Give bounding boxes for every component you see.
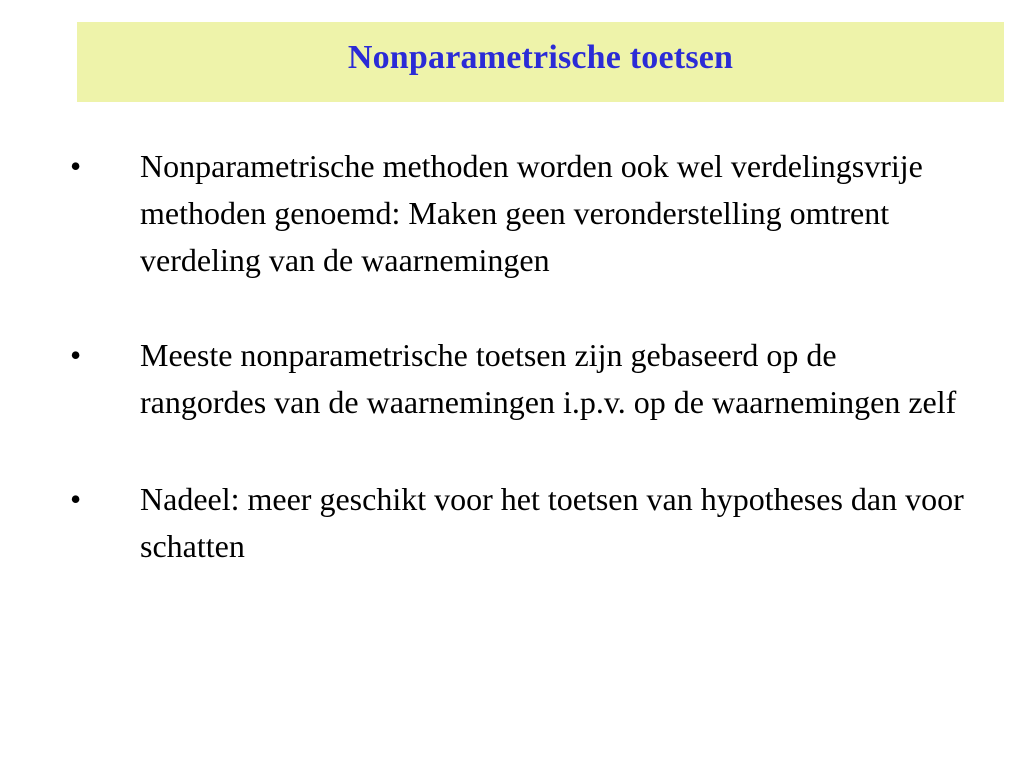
bullet-list bbox=[70, 143, 970, 618]
title-band bbox=[77, 22, 1004, 102]
bullet-marker: • bbox=[70, 481, 82, 517]
bullet-item bbox=[70, 143, 970, 284]
slide-title: Nonparametrische toetsen bbox=[347, 39, 734, 76]
bullet-text: Nadeel: meer geschikt voor het toetsen van hypotheses dan voor schatten bbox=[140, 481, 964, 564]
bullet-marker: • bbox=[70, 148, 82, 184]
bullet-item bbox=[70, 332, 970, 426]
bullet-text: Meeste nonparametrische toetsen zijn gebaseerd op de rangordes van de waarnemingen i.p.v. op de waarnemingen zelf bbox=[140, 337, 957, 420]
bullet-item bbox=[70, 476, 970, 570]
bullet-text: Nonparametrische methoden worden ook wel verdelingsvrije methoden genoemd: Maken geen veronderstelling omtrent verdeling van de waarnemingen bbox=[140, 148, 923, 278]
bullet-marker: • bbox=[70, 337, 82, 373]
